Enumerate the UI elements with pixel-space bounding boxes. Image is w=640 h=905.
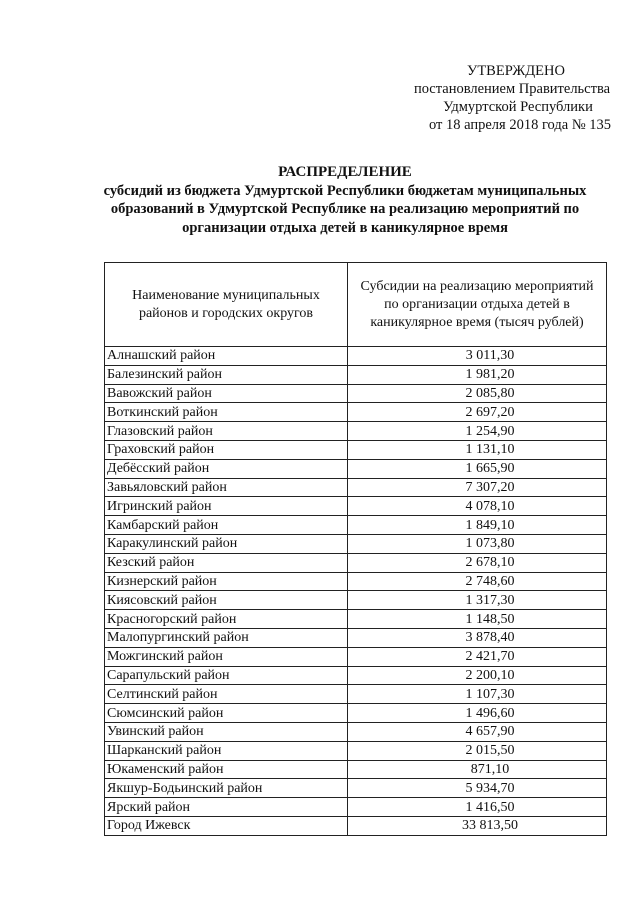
- municipality-name-cell: Шарканский район: [105, 741, 348, 760]
- subsidy-value-cell: 5 934,70: [348, 779, 607, 798]
- table-row: [105, 647, 607, 666]
- municipality-name-cell: Кизнерский район: [105, 572, 348, 591]
- municipality-name-cell: Юкаменский район: [105, 760, 348, 779]
- subsidy-value-cell: 1 665,90: [348, 459, 607, 478]
- table-row: [105, 628, 607, 647]
- municipality-name-cell: Можгинский район: [105, 647, 348, 666]
- municipality-name-cell: Кезский район: [105, 553, 348, 572]
- subsidy-value-cell: 1 073,80: [348, 534, 607, 553]
- subsidy-value-cell: 2 015,50: [348, 741, 607, 760]
- approval-line-3: от 18 апреля 2018 года № 135: [428, 117, 612, 133]
- table-row: [105, 403, 607, 422]
- subsidy-value-cell: 2 678,10: [348, 553, 607, 572]
- subsidy-value-cell: 3 878,40: [348, 628, 607, 647]
- table-header-row: [105, 263, 607, 347]
- subsidy-value-cell: 4 078,10: [348, 497, 607, 516]
- table-row: [105, 760, 607, 779]
- municipality-name-cell: Камбарский район: [105, 516, 348, 535]
- municipality-name-cell: Якшур-Бодьинский район: [105, 779, 348, 798]
- municipality-name-cell: Воткинский район: [105, 403, 348, 422]
- approval-line-2: Удмуртской Республики: [443, 99, 593, 115]
- table-row: [105, 478, 607, 497]
- column-header-municipality: Наименование муниципальных районов и городских округов: [105, 263, 348, 347]
- approval-stamp: [398, 62, 618, 134]
- table-row: [105, 440, 607, 459]
- table-row: [105, 422, 607, 441]
- municipality-name-cell: Сарапульский район: [105, 666, 348, 685]
- subsidy-value-cell: 1 317,30: [348, 591, 607, 610]
- subsidy-value-cell: 1 131,10: [348, 440, 607, 459]
- subsidy-value-cell: 1 148,50: [348, 610, 607, 629]
- subsidy-value-cell: 1 496,60: [348, 704, 607, 723]
- table-row: [105, 741, 607, 760]
- subsidy-value-cell: 3 011,30: [348, 347, 607, 366]
- table-row: [105, 798, 607, 817]
- subsidy-value-cell: 1 981,20: [348, 365, 607, 384]
- subsidy-value-cell: 4 657,90: [348, 722, 607, 741]
- document-title: РАСПРЕДЕЛЕНИЕ: [278, 164, 412, 180]
- municipality-name-cell: Селтинский район: [105, 685, 348, 704]
- subsidy-value-cell: 871,10: [348, 760, 607, 779]
- document-subtitle-line-1: субсидий из бюджета Удмуртской Республики бюджетам муниципальных: [103, 182, 587, 199]
- approval-title: УТВЕРЖДЕНО: [467, 63, 565, 79]
- municipality-name-cell: Игринский район: [105, 497, 348, 516]
- table-row: [105, 365, 607, 384]
- subsidy-value-cell: 2 200,10: [348, 666, 607, 685]
- municipality-name-cell: Вавожский район: [105, 384, 348, 403]
- table-row: [105, 347, 607, 366]
- table-row: [105, 572, 607, 591]
- table-row: [105, 497, 607, 516]
- municipality-name-cell: Малопургинский район: [105, 628, 348, 647]
- subsidy-value-cell: 2 085,80: [348, 384, 607, 403]
- table-row: [105, 722, 607, 741]
- column-header-subsidy: Субсидии на реализацию мероприятий по организации отдыха детей в каникулярное время (тысяч рублей): [348, 263, 607, 347]
- document-subtitle-line-3: организации отдыха детей в каникулярное время: [182, 219, 508, 236]
- document-subtitle-line-2: образований в Удмуртской Республике на реализацию мероприятий по: [110, 201, 580, 217]
- municipality-name-cell: Каракулинский район: [105, 534, 348, 553]
- table-row: [105, 384, 607, 403]
- municipality-name-cell: Город Ижевск: [105, 816, 348, 835]
- subsidy-value-cell: 7 307,20: [348, 478, 607, 497]
- municipality-name-cell: Глазовский район: [105, 422, 348, 441]
- subsidy-value-cell: 33 813,50: [348, 816, 607, 835]
- municipality-name-cell: Ярский район: [105, 798, 348, 817]
- table-row: [105, 666, 607, 685]
- subsidy-value-cell: 1 416,50: [348, 798, 607, 817]
- municipality-name-cell: Граховский район: [105, 440, 348, 459]
- subsidy-value-cell: 1 254,90: [348, 422, 607, 441]
- table-row: [105, 610, 607, 629]
- subsidy-value-cell: 1 849,10: [348, 516, 607, 535]
- subsidy-value-cell: 2 697,20: [348, 403, 607, 422]
- table-row: [105, 816, 607, 835]
- table-row: [105, 704, 607, 723]
- municipality-name-cell: Завьяловский район: [105, 478, 348, 497]
- table-row: [105, 534, 607, 553]
- table-row: [105, 516, 607, 535]
- document-heading: [95, 163, 595, 237]
- municipality-name-cell: Киясовский район: [105, 591, 348, 610]
- table-body: [105, 347, 607, 836]
- subsidy-table: [104, 262, 607, 836]
- table-row: [105, 553, 607, 572]
- table-row: [105, 591, 607, 610]
- subsidy-value-cell: 1 107,30: [348, 685, 607, 704]
- table-row: [105, 459, 607, 478]
- subsidy-value-cell: 2 421,70: [348, 647, 607, 666]
- table-row: [105, 779, 607, 798]
- municipality-name-cell: Увинский район: [105, 722, 348, 741]
- municipality-name-cell: Дебёсский район: [105, 459, 348, 478]
- approval-line-1: постановлением Правительства: [413, 81, 611, 97]
- municipality-name-cell: Красногорский район: [105, 610, 348, 629]
- table-row: [105, 685, 607, 704]
- subsidy-value-cell: 2 748,60: [348, 572, 607, 591]
- municipality-name-cell: Балезинский район: [105, 365, 348, 384]
- municipality-name-cell: Сюмсинский район: [105, 704, 348, 723]
- municipality-name-cell: Алнашский район: [105, 347, 348, 366]
